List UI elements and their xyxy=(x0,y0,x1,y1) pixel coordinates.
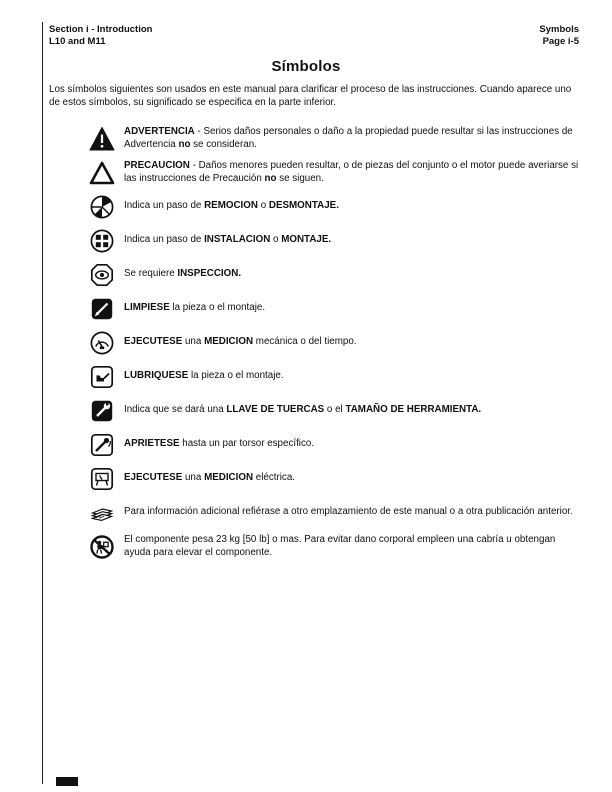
symbol-entry-reference xyxy=(80,499,580,526)
reference-pages-icon xyxy=(80,500,124,526)
mechanical-measurement-icon xyxy=(80,330,124,356)
symbol-description: Indica un paso de INSTALACION o MONTAJE. xyxy=(124,234,332,246)
registration-mark xyxy=(56,777,78,786)
heavy-lift-warning-icon xyxy=(80,534,124,560)
header-right xyxy=(539,24,579,48)
warning-triangle-filled-icon xyxy=(80,126,124,152)
page-number: Page i-5 xyxy=(542,35,579,47)
symbol-entry-wrench xyxy=(80,397,580,424)
left-margin-rule xyxy=(42,22,43,784)
electrical-measurement-icon xyxy=(80,466,124,492)
symbol-description: APRIETESE hasta un par torsor específico. xyxy=(124,438,315,450)
intro-paragraph: Los símbolos siguientes son usados en este manual para clarificar el proceso de las instrucciones. Cuando aparece uno de estos símbolos, su significado se especifica en la parte inferior. xyxy=(49,83,572,108)
symbol-entry-mechanical-measurement xyxy=(80,329,580,356)
symbol-entry-installation xyxy=(80,227,580,254)
symbol-description: Para información adicional refiérase a otro emplazamiento de este manual o a otra publicación anterior. xyxy=(124,506,573,518)
symbol-entry-heavy-lift xyxy=(80,533,580,560)
lubricate-icon xyxy=(80,364,124,390)
header-topic: Symbols xyxy=(539,24,579,35)
clean-icon xyxy=(80,296,124,322)
removal-step-icon xyxy=(80,194,124,220)
symbol-entry-inspection xyxy=(80,261,580,288)
symbol-description: EJECUTESE una MEDICION eléctrica. xyxy=(124,472,295,484)
torque-icon xyxy=(80,432,124,458)
symbol-entry-caution xyxy=(80,159,580,186)
header-left xyxy=(49,24,152,48)
section-title: Section i - Introduction xyxy=(49,24,153,35)
symbol-description: Indica que se dará una LLAVE DE TUERCAS o el TAMAÑO DE HERRAMIENTA. xyxy=(124,404,482,416)
symbol-description: LIMPIESE la pieza o el montaje. xyxy=(124,302,266,314)
symbol-list xyxy=(80,125,580,560)
wrench-size-icon xyxy=(80,398,124,424)
model-line: L10 and M11 xyxy=(49,35,106,47)
symbol-description: El componente pesa 23 kg [50 lb] o mas. Para evitar dano corporal empleen una cabría u obtengan ayuda para elevar el componente. xyxy=(124,533,556,558)
page-title: Símbolos xyxy=(271,57,341,75)
symbol-description: ADVERTENCIA - Serios daños personales o daño a la propiedad puede resultar si las instrucciones de Advertencia no se consideran. xyxy=(124,125,573,150)
symbol-entry-warning xyxy=(80,125,580,152)
page-header xyxy=(0,0,612,48)
symbol-entry-torque xyxy=(80,431,580,458)
symbol-description: EJECUTESE una MEDICION mecánica o del tiempo. xyxy=(124,336,357,348)
symbol-description: Indica un paso de REMOCION o DESMONTAJE. xyxy=(124,200,339,212)
installation-step-icon xyxy=(80,228,124,254)
symbol-entry-lubricate xyxy=(80,363,580,390)
inspection-eye-icon xyxy=(80,262,124,288)
symbol-description: Se requiere INSPECCION. xyxy=(124,268,242,280)
symbol-description: LUBRIQUESE la pieza o el montaje. xyxy=(124,370,284,382)
caution-triangle-outline-icon xyxy=(80,160,124,186)
symbol-description: PRECAUCION - Daños menores pueden resultar, o de piezas del conjunto o el motor puede averiarse si las instrucciones de Precaución no se siguen. xyxy=(124,159,579,184)
symbol-entry-removal xyxy=(80,193,580,220)
symbol-entry-electrical-measurement xyxy=(80,465,580,492)
symbol-entry-clean xyxy=(80,295,580,322)
